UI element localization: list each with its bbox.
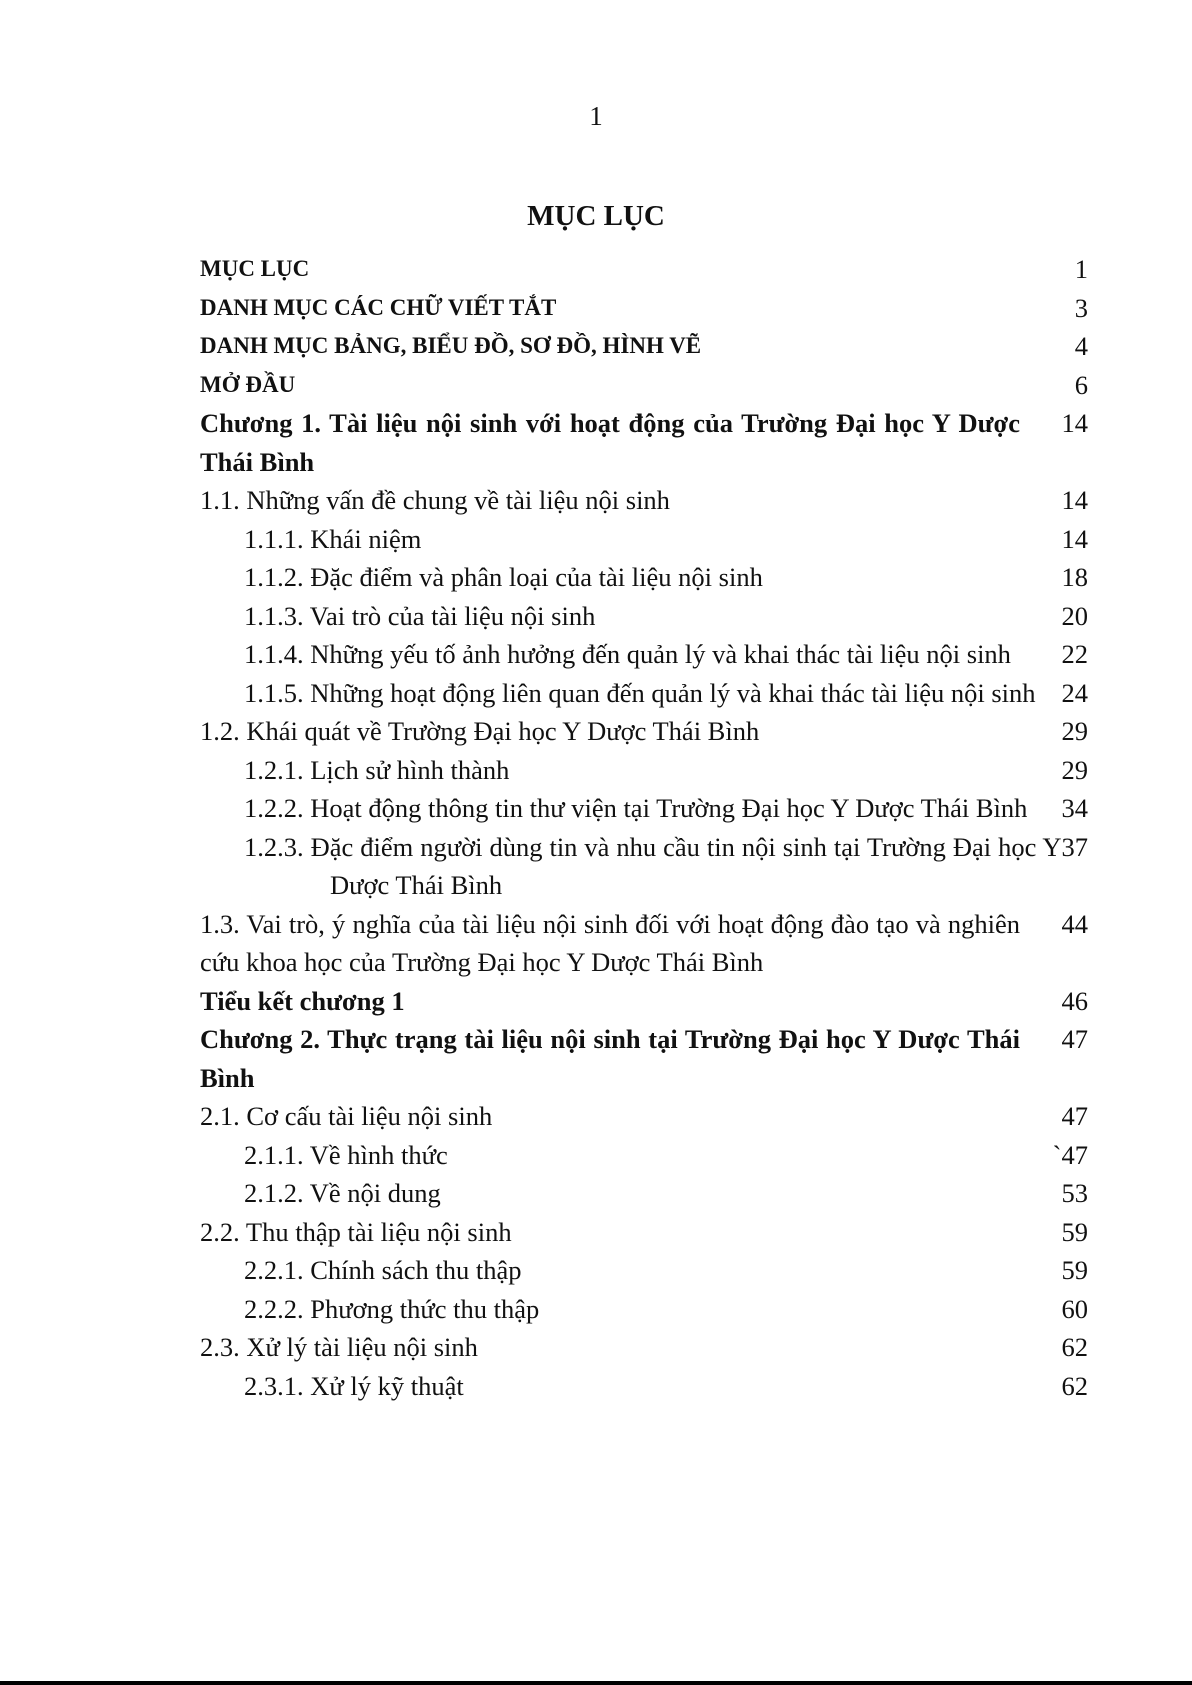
- toc-entry-text: Chương 1. Tài liệu nội sinh với hoạt động của Trường Đại học Y Dược Thái Bình: [200, 408, 1020, 477]
- toc-entry-page: 46: [1061, 985, 1088, 1016]
- toc-entry-page: 29: [1061, 754, 1088, 785]
- toc-entry-text: DANH MỤC BẢNG, BIỂU ĐỒ, SƠ ĐỒ, HÌNH VẼ: [200, 333, 702, 358]
- page-bottom-border: [0, 1681, 1192, 1685]
- toc-entry-text: 2.1. Cơ cấu tài liệu nội sinh: [200, 1101, 493, 1131]
- toc-entry-page: 62: [1061, 1332, 1088, 1362]
- toc-entry[interactable]: [200, 1174, 1088, 1213]
- toc-entry[interactable]: [200, 597, 1088, 636]
- toc-entry[interactable]: [200, 982, 1088, 1021]
- toc-entry-text: 2.2.1. Chính sách thu thập: [244, 1255, 522, 1285]
- toc-title: MỤC LỤC: [527, 200, 665, 232]
- toc-entry-page: 24: [1061, 677, 1088, 708]
- toc-entry-page: 3: [1074, 292, 1088, 323]
- toc-entry[interactable]: [200, 751, 1088, 790]
- toc-entry-text: 1.2.3. Đặc điểm người dùng tin và nhu cầu tin nội sinh tại Trường Đại học Y Dược Thái Bình: [244, 831, 1062, 900]
- toc-entry-text: 2.1.1. Về hình thức: [244, 1139, 448, 1170]
- toc-entry-text: 1.2. Khái quát về Trường Đại học Y Dược Thái Bình: [200, 716, 760, 746]
- toc-entry-page: 37: [1061, 831, 1088, 862]
- toc-entry-page: 20: [1061, 600, 1088, 631]
- toc-entry-text: 1.1.2. Đặc điểm và phân loại của tài liệu nội sinh: [244, 562, 763, 592]
- toc-entry-text: MỞ ĐẦU: [200, 371, 296, 397]
- toc-chapter-entry[interactable]: [200, 404, 1088, 481]
- toc-entry[interactable]: [200, 481, 1088, 520]
- toc-entry[interactable]: [200, 674, 1088, 713]
- toc-entry-text: 2.3.1. Xử lý kỹ thuật: [244, 1370, 464, 1401]
- toc-entry-page: 6: [1074, 369, 1088, 400]
- toc-entry-text: Chương 2. Thực trạng tài liệu nội sinh tại Trường Đại học Y Dược Thái Bình: [200, 1024, 1020, 1093]
- toc-entry[interactable]: [200, 635, 1088, 674]
- toc-entry-page: 53: [1061, 1178, 1088, 1208]
- toc-entry-text: 1.1.1. Khái niệm: [244, 523, 422, 554]
- toc-entry[interactable]: [200, 1367, 1088, 1406]
- toc-entry-page: 14: [1061, 485, 1088, 515]
- toc-entry-text: 1.1. Những vấn đề chung về tài liệu nội sinh: [200, 485, 670, 515]
- toc-entry[interactable]: [200, 250, 1088, 289]
- toc-entry-text: 2.1.2. Về nội dung: [244, 1178, 441, 1208]
- toc-entry[interactable]: [200, 1097, 1088, 1136]
- toc-entry-page: 44: [1061, 908, 1088, 939]
- toc-entry-page: 1: [1074, 254, 1088, 284]
- toc-entry-text: 1.2.1. Lịch sử hình thành: [244, 754, 510, 785]
- toc-entry[interactable]: [200, 558, 1088, 597]
- toc-entry-page: 22: [1061, 639, 1088, 669]
- toc-entry-page: 14: [1061, 408, 1088, 438]
- toc-entry[interactable]: [200, 828, 1088, 905]
- toc-chapter-entry[interactable]: [200, 1020, 1088, 1097]
- toc-entry-page: 29: [1061, 716, 1088, 746]
- toc-entry-page: `47: [1052, 1139, 1088, 1170]
- toc-entry-page: 59: [1061, 1255, 1088, 1285]
- toc-entry-page: 59: [1061, 1216, 1088, 1247]
- toc-entry-text: 2.3. Xử lý tài liệu nội sinh: [200, 1332, 478, 1362]
- toc-entry[interactable]: [200, 1290, 1088, 1329]
- toc-entry[interactable]: [200, 289, 1088, 328]
- table-of-contents: [200, 250, 1088, 1405]
- toc-entry[interactable]: [200, 366, 1088, 405]
- toc-entry-text: 1.3. Vai trò, ý nghĩa của tài liệu nội sinh đối với hoạt động đào tạo và nghiên cứu khoa học của Trường Đại học Y Dược Thái Bình: [200, 908, 1020, 977]
- toc-entry[interactable]: [200, 1328, 1088, 1367]
- toc-entry[interactable]: [200, 520, 1088, 559]
- toc-entry[interactable]: [200, 1136, 1088, 1175]
- toc-entry-page: 47: [1061, 1024, 1088, 1054]
- toc-entry-text: 1.1.5. Những hoạt động liên quan đến quản lý và khai thác tài liệu nội sinh: [244, 677, 1036, 708]
- toc-entry-text: 1.2.2. Hoạt động thông tin thư viện tại Trường Đại học Y Dược Thái Bình: [244, 793, 1028, 823]
- toc-entry-text: 1.1.3. Vai trò của tài liệu nội sinh: [244, 600, 596, 631]
- toc-entry-page: 34: [1061, 793, 1088, 823]
- toc-entry-page: 47: [1061, 1101, 1088, 1131]
- toc-entry-text: 2.2.2. Phương thức thu thập: [244, 1293, 540, 1324]
- toc-entry-page: 60: [1061, 1293, 1088, 1324]
- toc-entry[interactable]: [200, 905, 1088, 982]
- toc-entry-text: Tiểu kết chương 1: [200, 985, 405, 1016]
- toc-entry-page: 62: [1061, 1370, 1088, 1401]
- toc-entry-text: 2.2. Thu thập tài liệu nội sinh: [200, 1216, 512, 1247]
- toc-entry-page: 18: [1061, 562, 1088, 592]
- toc-entry-text: DANH MỤC CÁC CHỮ VIẾT TẮT: [200, 294, 557, 320]
- toc-entry-page: 4: [1074, 331, 1088, 361]
- toc-entry-text: 1.1.4. Những yếu tố ảnh hưởng đến quản lý và khai thác tài liệu nội sinh: [244, 639, 1011, 669]
- toc-entry-page: 14: [1061, 523, 1088, 554]
- toc-entry-text: MỤC LỤC: [200, 256, 310, 281]
- toc-entry[interactable]: [200, 1213, 1088, 1252]
- page-number: 1: [589, 101, 603, 131]
- toc-entry[interactable]: [200, 789, 1088, 828]
- toc-entry[interactable]: [200, 1251, 1088, 1290]
- toc-entry[interactable]: [200, 712, 1088, 751]
- toc-entry[interactable]: [200, 327, 1088, 366]
